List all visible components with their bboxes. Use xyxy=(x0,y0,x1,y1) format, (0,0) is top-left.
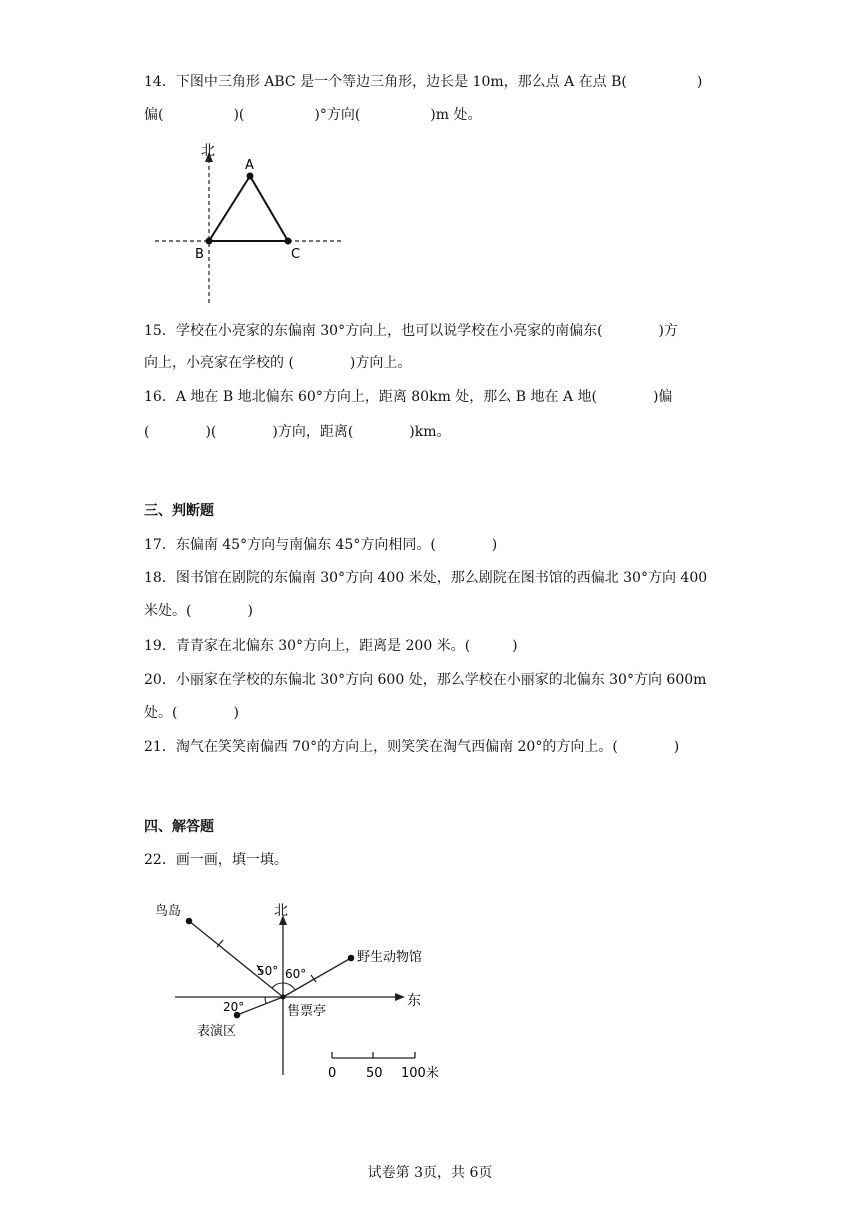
point-bird-island xyxy=(186,918,193,925)
point-c xyxy=(285,238,292,245)
triangle-figure xyxy=(145,138,355,308)
ticket-label: 售票亭 xyxy=(287,1004,327,1019)
q17: 17．东偏南 45°方向与南偏东 45°方向相同。( ) xyxy=(144,537,498,553)
q16-line1: 16．A 地在 B 地北偏东 60°方向上，距离 80km 处，那么 B 地在 A 地( )偏 xyxy=(144,389,673,405)
east-label: 东 xyxy=(407,993,421,1009)
angle-60-label: 60° xyxy=(285,967,307,981)
direction-map-figure xyxy=(145,895,465,1090)
ray-bird-island xyxy=(189,921,283,997)
scale-0: 0 xyxy=(328,1066,337,1081)
scale-100: 100米 xyxy=(401,1066,439,1081)
angle-20-label: 20° xyxy=(223,1000,245,1014)
label-b: B xyxy=(195,247,204,262)
page-footer: 试卷第 3页，共 6页 xyxy=(367,1165,493,1181)
angle-50-label: 50° xyxy=(257,964,279,978)
angle-arc-50 xyxy=(272,983,283,988)
label-c: C xyxy=(291,247,301,262)
q18-line2: 米处。( ) xyxy=(144,603,253,619)
q15-line2: 向上，小亮家在学校的 ( )方向上。 xyxy=(144,355,412,371)
q18-line1: 18．图书馆在剧院的东偏南 30°方向 400 米处，那么剧院在图书馆的西偏北 30°方向 400 xyxy=(144,570,708,586)
angle-arc-60 xyxy=(283,983,295,990)
q15-line1: 15．学校在小亮家的东偏南 30°方向上，也可以说学校在小亮家的南偏东( )方 xyxy=(144,323,679,339)
point-ticket xyxy=(281,995,286,1000)
q21: 21．淘气在笑笑南偏西 70°的方向上，则笑笑在淘气西偏南 20°的方向上。( ) xyxy=(144,739,680,755)
label-a: A xyxy=(245,158,254,173)
point-b xyxy=(206,238,213,245)
q19: 19．青青家在北偏东 30°方向上，距离是 200 米。( ) xyxy=(144,638,518,654)
section-title-answers: 四、解答题 xyxy=(144,819,214,835)
q20-line2: 处。( ) xyxy=(144,705,239,721)
point-a xyxy=(247,173,254,180)
point-zoo xyxy=(348,955,355,962)
east-arrow-icon xyxy=(395,993,405,1001)
q14-line1: 14．下图中三角形 ABC 是一个等边三角形，边长是 10m，那么点 A 在点 B( ) xyxy=(144,74,703,90)
north-label: 北 xyxy=(274,903,288,919)
triangle-abc xyxy=(209,176,288,241)
q22-text: 22．画一画，填一填。 xyxy=(144,852,288,868)
zoo-label: 野生动物馆 xyxy=(357,950,423,965)
show-area-label: 表演区 xyxy=(197,1024,237,1039)
angle-arc-20 xyxy=(265,997,266,1003)
q20-line1: 20．小丽家在学校的东偏北 30°方向 600 处，那么学校在小丽家的北偏东 30°方向 600m xyxy=(144,672,707,688)
section-title-judgement: 三、判断题 xyxy=(144,503,214,519)
bird-island-label: 鸟岛 xyxy=(155,904,182,919)
scale-50: 50 xyxy=(366,1066,383,1081)
q14-line2: 偏( )( )°方向( )m 处。 xyxy=(144,107,482,123)
q16-line2: ( )( )方向，距离( )km。 xyxy=(144,424,451,440)
north-label: 北 xyxy=(201,143,215,159)
